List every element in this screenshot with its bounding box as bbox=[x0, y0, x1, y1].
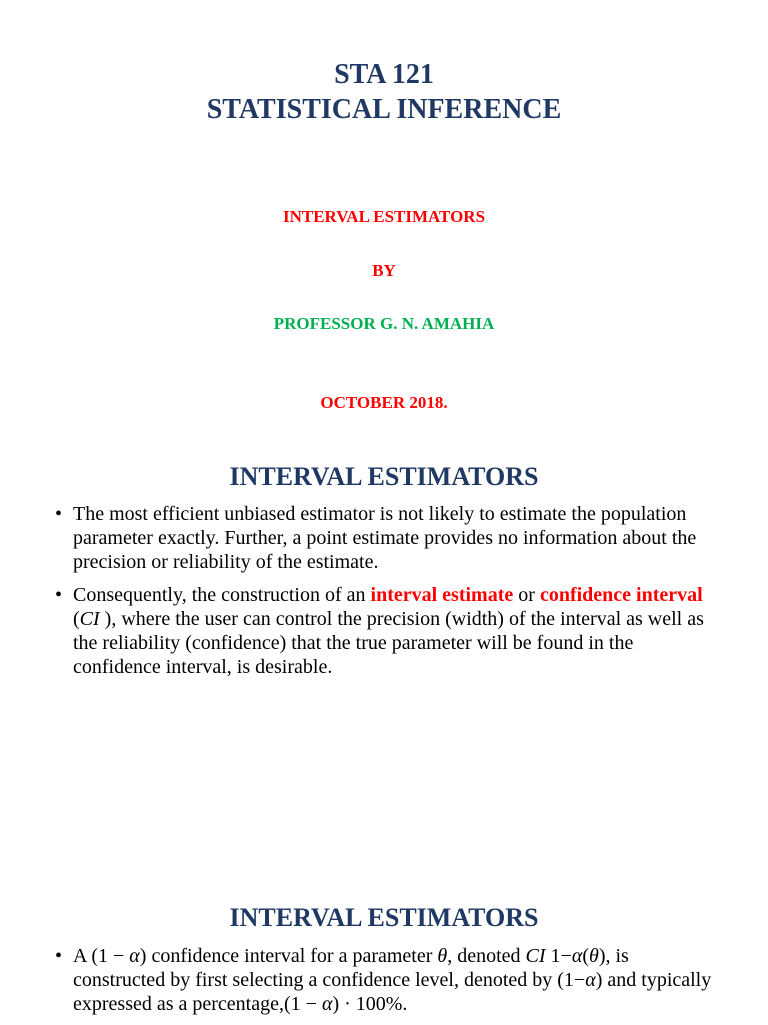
alpha-symbol: α bbox=[571, 945, 583, 967]
course-code: STA 121 bbox=[334, 59, 434, 90]
slide-heading: INTERVAL ESTIMATORS bbox=[229, 462, 539, 491]
alpha-symbol: α bbox=[129, 945, 140, 967]
title-slide bbox=[0, 0, 768, 440]
theta-symbol: θ bbox=[437, 945, 448, 967]
topic-title: INTERVAL ESTIMATORS bbox=[282, 207, 486, 226]
highlighted-term: confidence interval bbox=[539, 584, 703, 606]
bullet-text: 1− bbox=[545, 945, 572, 967]
by-label: BY bbox=[372, 261, 396, 280]
content-slide-2 bbox=[0, 880, 768, 1024]
bullet-text: or bbox=[513, 584, 540, 606]
bullet-text: ) · 100%. bbox=[332, 993, 408, 1015]
course-title: STATISTICAL INFERENCE bbox=[206, 94, 562, 125]
theta-symbol: θ bbox=[588, 945, 599, 967]
bullet-item bbox=[55, 502, 715, 574]
ci-abbreviation: CI bbox=[525, 945, 546, 967]
bullet-dot-icon: • bbox=[55, 503, 63, 525]
presentation-date: OCTOBER 2018. bbox=[320, 393, 448, 412]
ci-abbreviation: CI bbox=[79, 608, 100, 630]
bullet-text: , denoted bbox=[447, 945, 526, 967]
alpha-symbol: α bbox=[585, 969, 596, 991]
bullet-text: A (1 − bbox=[73, 945, 130, 967]
bullet-dot-icon: • bbox=[55, 945, 63, 967]
bullet-text: ), where the user can control the precision (width) of the interval as well as the reliability (confidence) that the true parameter will be found in the confidence interval, is desirable. bbox=[73, 608, 704, 678]
bullet-item bbox=[55, 944, 715, 1016]
bullet-text: The most efficient unbiased estimator is not likely to estimate the population parameter exactly. Further, a point estimate provides no information about the precision or reliability of the estimate. bbox=[73, 503, 697, 573]
bullet-text: ( bbox=[582, 945, 589, 967]
highlighted-term: interval estimate bbox=[370, 584, 514, 606]
bullet-item bbox=[55, 583, 715, 679]
bullet-text: ( bbox=[73, 608, 80, 630]
alpha-symbol: α bbox=[321, 993, 333, 1015]
bullet-dot-icon: • bbox=[55, 584, 63, 606]
bullet-text: Consequently, the construction of an bbox=[73, 584, 371, 606]
bullet-list bbox=[55, 502, 715, 688]
author-name: PROFESSOR G. N. AMAHIA bbox=[273, 314, 495, 333]
bullet-text: ) and typically expressed as a percentage,(1 − bbox=[73, 969, 712, 1015]
slide-heading: INTERVAL ESTIMATORS bbox=[229, 903, 539, 932]
bullet-list bbox=[55, 944, 715, 1025]
bullet-text: ) confidence interval for a parameter bbox=[139, 945, 438, 967]
bullet-text: ), is constructed by first selecting a confidence level, denoted by (1− bbox=[73, 945, 629, 991]
content-slide-1 bbox=[0, 440, 768, 880]
